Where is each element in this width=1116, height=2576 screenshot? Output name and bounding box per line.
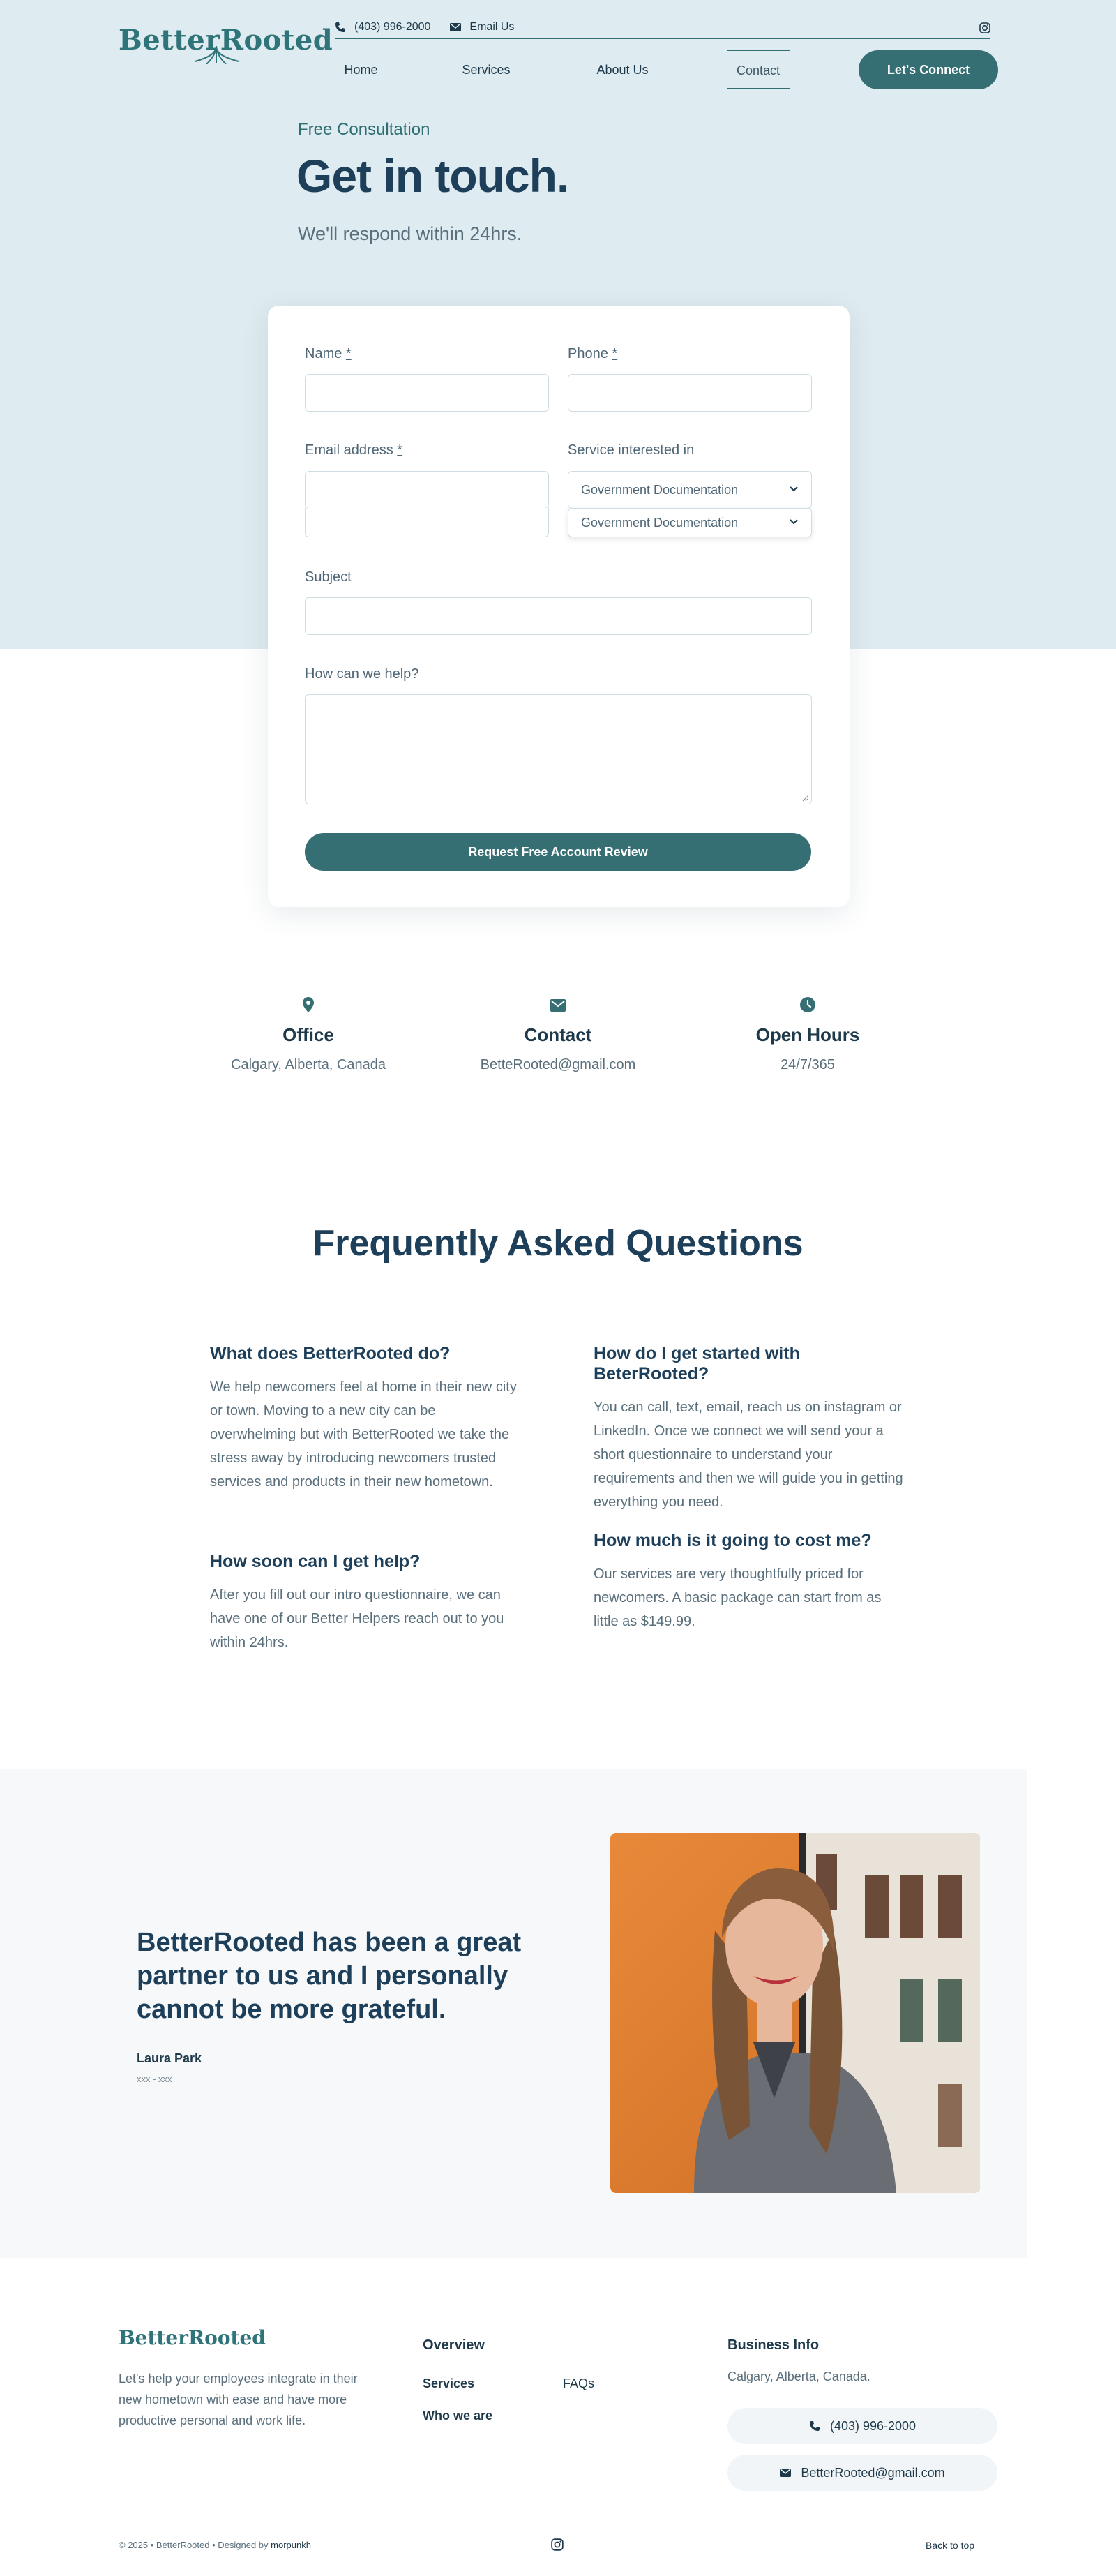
footer-description: Let's help your employees integrate in their new hometown with ease and have more productive personal and work life. [119,2372,358,2427]
email-label: Email address * [305,442,403,458]
help-label: How can we help? [305,666,419,682]
hero-eyebrow: Free Consultation [298,120,430,139]
info-hours-value: 24/7/365 [781,1057,835,1072]
faq-item [594,1531,907,1633]
faq-question: How soon can I get help? [210,1552,421,1571]
instagram-icon[interactable] [979,22,990,33]
footer-business-heading: Business Info [727,2337,820,2353]
footer-link-faqs[interactable]: FAQs [563,2376,595,2390]
copyright: © 2025 • BetterRooted • Designed by morpunkh [119,2540,311,2550]
faq-answer: Our services are very thoughtfully priced for newcomers. A basic package can start from as little as $149.99. [594,1566,882,1629]
footer-phone-label: (403) 996-2000 [829,2418,917,2433]
faq-item [210,1344,524,1494]
logo-roots-icon [188,46,244,64]
service-select-value: Government Documentation [581,482,739,497]
nav-contact[interactable]: Contact [727,50,790,89]
nav-home[interactable]: Home [344,63,378,77]
top-phone-label: (403) 996-2000 [354,20,431,33]
faq-item [594,1344,907,1514]
service-select[interactable] [568,471,812,509]
info-contact [432,996,684,1073]
name-field[interactable] [305,374,549,412]
mail-icon [550,999,566,1012]
top-phone[interactable] [335,21,430,33]
mail-icon [780,2469,791,2477]
testimonial-quote: BetterRooted has been a great partner to us and I personally cannot be more grateful. [137,1928,522,2024]
map-pin-icon [301,996,315,1013]
clock-icon [799,996,816,1013]
info-contact-value[interactable]: BetteRooted@gmail.com [480,1057,636,1072]
back-to-top-link[interactable]: Back to top [926,2540,975,2551]
contact-form-card [268,306,850,907]
info-office [183,996,434,1073]
footer-link-services[interactable]: Services [423,2376,475,2390]
footer-overview-heading: Overview [423,2337,485,2353]
info-contact-title: Contact [524,1024,592,1045]
lets-connect-button[interactable]: Let's Connect [859,50,998,89]
phone-label: Phone * [568,346,618,361]
resize-handle-icon[interactable] [802,795,809,802]
footer-phone-button[interactable] [727,2408,997,2444]
footer-address: Calgary, Alberta, Canada. [727,2369,870,2383]
testimonial-role: xxx - xxx [137,2074,172,2084]
nav-services[interactable]: Services [462,63,511,77]
testimonial-photo [610,1833,980,2193]
email-field[interactable] [305,471,549,509]
info-office-title: Office [282,1024,334,1045]
submit-button[interactable]: Request Free Account Review [305,833,811,871]
mail-icon [450,23,461,31]
faq-answer: After you fill out our intro questionnaire, we can have one of our Better Helpers reach out to you within 24hrs. [210,1587,504,1650]
footer-link-who-we-are[interactable]: Who we are [423,2409,493,2423]
designer-link[interactable]: morpunkh [271,2540,311,2550]
service-select-duplicate[interactable] [568,508,812,537]
chevron-down-icon [789,486,799,493]
faq-question: What does BetterRooted do? [210,1344,451,1363]
service-label: Service interested in [568,442,695,458]
faq-question: How much is it going to cost me? [594,1531,872,1550]
service-select-duplicate-value: Government Documentation [581,515,739,530]
hero-subtitle: We'll respond within 24hrs. [298,223,522,244]
info-hours [682,996,933,1073]
message-textarea[interactable] [305,694,812,804]
info-hours-title: Open Hours [755,1024,860,1045]
footer-email-label: BetterRooted@gmail.com [801,2465,945,2480]
faq-answer: We help newcomers feel at home in their new city or town. Moving to a new city can be overwhelming but with BetterRooted we take the stress away by introducing newcomers trusted services and products in their new hometown. [210,1379,517,1490]
top-contact-bar [335,15,990,39]
faq-item [210,1552,524,1654]
instagram-icon[interactable] [551,2538,564,2551]
nav-about-us[interactable]: About Us [596,63,649,77]
faq-answer: You can call, text, email, reach us on instagram or LinkedIn. Once we connect we will send your a short questionnaire to understand your requirements and then we will guide you in getting everything you need. [594,1400,903,1510]
footer-logo[interactable]: BetterRooted [119,2326,266,2349]
phone-icon [809,2420,820,2432]
top-email-label: Email Us [469,20,515,33]
chevron-down-icon [789,518,799,525]
name-label: Name * [305,346,352,361]
page-title: Get in touch. [296,150,569,202]
faq-title: Frequently Asked Questions [312,1223,804,1264]
footer-email-button[interactable] [727,2455,997,2491]
subject-label: Subject [305,569,352,585]
main-nav [335,50,795,89]
subject-field[interactable] [305,597,812,635]
top-email[interactable] [450,21,514,33]
email-field-overlay [305,508,549,537]
faq-question: How do I get started with BeterRooted? [594,1344,800,1384]
phone-icon [335,22,346,33]
testimonial-name: Laura Park [137,2051,202,2065]
logo[interactable]: BetterRooted [119,24,333,57]
phone-field[interactable] [568,374,812,412]
info-office-value: Calgary, Alberta, Canada [231,1057,386,1072]
